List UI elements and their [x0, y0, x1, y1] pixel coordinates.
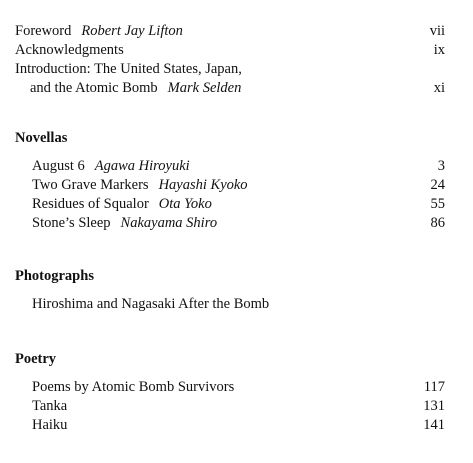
toc-entry [15, 176, 445, 195]
toc-entry [15, 214, 445, 233]
entry-page: 3 [437, 158, 445, 174]
entry-author: Agawa Hiroyuki [94, 158, 190, 174]
entry-title: Residues of Squalor [32, 196, 149, 212]
entry-title: Haiku [32, 417, 68, 433]
toc-entry [15, 416, 445, 435]
toc-entry-acknowledgments [15, 41, 445, 60]
entry-text [32, 157, 190, 176]
table-of-contents [15, 22, 445, 435]
entry-text [32, 378, 234, 397]
section-heading-novellas: Novellas [15, 130, 68, 146]
entry-page: 86 [430, 215, 445, 231]
entry-title: Stone’s Sleep [32, 215, 111, 231]
toc-entry [15, 295, 445, 314]
entry-text [32, 397, 67, 416]
entry-page: vii [429, 23, 445, 39]
entry-page: 24 [430, 177, 445, 193]
entry-text [32, 416, 67, 435]
entry-text [15, 60, 242, 79]
entry-text [32, 295, 269, 314]
entry-title: and the Atomic Bomb [30, 80, 158, 96]
toc-entry [15, 378, 445, 397]
entry-page: 131 [423, 398, 445, 414]
entry-text [32, 195, 212, 214]
entry-title: Poems by Atomic Bomb Survivors [32, 379, 235, 395]
toc-entry-introduction [15, 60, 445, 79]
entry-page: 55 [430, 196, 445, 212]
entry-title: Foreword [15, 23, 72, 39]
entry-page: xi [433, 80, 445, 96]
entry-author: Ota Yoko [158, 196, 212, 212]
entry-author: Nakayama Shiro [120, 215, 218, 231]
entry-title: Acknowledgments [15, 42, 124, 58]
toc-entry [15, 397, 445, 416]
entry-text [30, 79, 241, 98]
entry-text [32, 214, 217, 233]
toc-entry-foreword [15, 22, 445, 41]
entry-text [15, 22, 183, 41]
entry-title: Tanka [32, 398, 68, 414]
toc-entry-introduction-continued [15, 79, 445, 98]
entry-page: ix [433, 42, 445, 58]
section-heading-photographs: Photographs [15, 268, 94, 284]
entry-author: Robert Jay Lifton [81, 23, 183, 39]
toc-entry [15, 195, 445, 214]
entry-author: Hayashi Kyoko [158, 177, 248, 193]
entry-text [15, 41, 124, 60]
entry-title: August 6 [32, 158, 85, 174]
entry-page: 117 [423, 379, 445, 395]
entry-author: Mark Selden [167, 80, 242, 96]
entry-title: Introduction: The United States, Japan, [15, 61, 242, 77]
entry-text [32, 176, 248, 195]
toc-entry [15, 157, 445, 176]
entry-page: 141 [423, 417, 445, 433]
section-heading-poetry: Poetry [15, 351, 57, 367]
entry-title: Two Grave Markers [32, 177, 149, 193]
entry-title: Hiroshima and Nagasaki After the Bomb [32, 296, 270, 312]
